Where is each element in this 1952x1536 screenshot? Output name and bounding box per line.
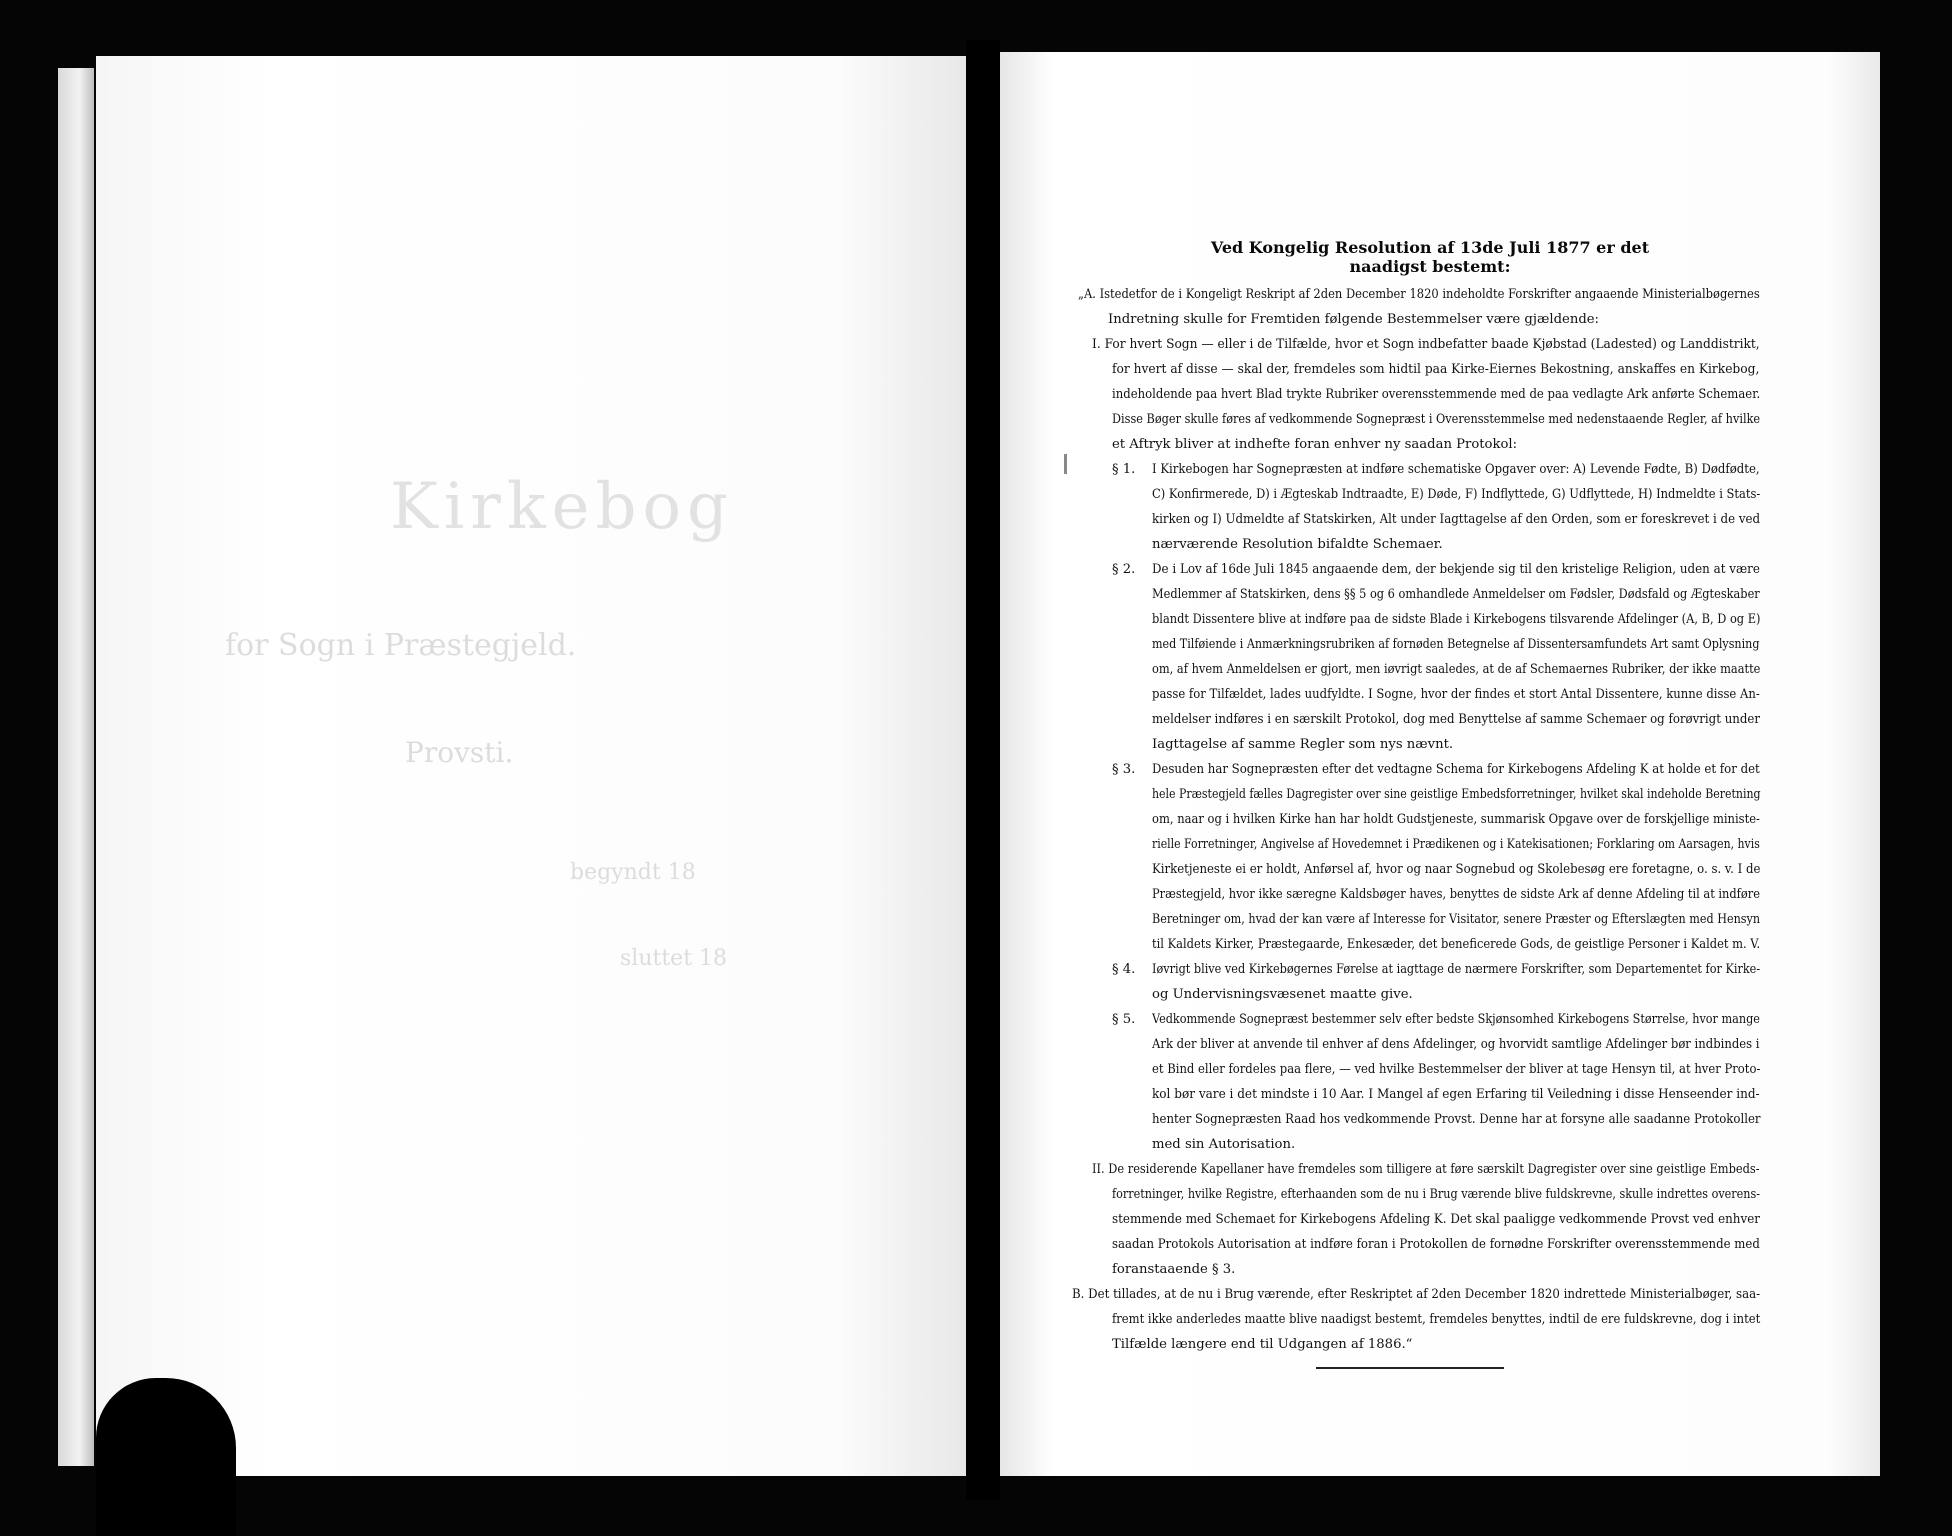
text-line: B. Det tillades, at de nu i Brug værende, efter Reskriptet af 2den December 1820 indrettede Ministerialbøger, saa- [1072,1287,1761,1302]
text-line: Medlemmer af Statskirken, dens §§ 5 og 6 omhandlede Anmeldelser om Fødsler, Dødsfald og Ægteskaber [1152,587,1760,602]
text-line: Indretning skulle for Fremtiden følgende Bestemmelser være gjældende: [1108,312,1600,327]
text-line: rielle Forretninger, Angivelse af Hovedemnet i Prædikenen og i Katekisationen; Forklaring om Aarsagen, hvis [1152,837,1760,852]
text-line: foranstaaende § 3. [1112,1262,1236,1277]
text-line: kol bør vare i det mindste i 10 Aar. I Mangel af egen Erfaring til Veiledning i disse Henseender ind- [1152,1087,1760,1102]
ghost-title: Kirkebog [390,470,734,544]
text-line: Disse Bøger skulle føres af vedkommende Sognepræst i Overensstemmelse med nedenstaaende Regler, af hvilke [1112,412,1761,427]
text-line: „A. Istedetfor de i Kongeligt Reskript af 2den December 1820 indeholdte Forskrifter angaaende Ministerialbøgernes [1078,287,1760,302]
ghost-line-parish: for Sogn i Præstegjeld. [225,628,577,663]
text-line: Ark der bliver at anvende til enhver af dens Afdelinger, og hvorvidt samtlige Afdelinger bør indbindes i [1152,1037,1760,1052]
text-line: Tilfælde længere end til Udgangen af 1886.“ [1112,1337,1413,1352]
text-line: I Kirkebogen har Sognepræsten at indføre schematiske Opgaver over: A) Levende Fødte, B) Dødfødte, [1152,462,1760,477]
closing-rule [1316,1367,1504,1369]
ghost-line-begun: begyndt 18 [570,860,696,885]
text-line: saadan Protokols Autorisation at indføre foran i Protokollen de fornødne Forskrifter overensstemmende med [1112,1237,1760,1252]
text-line: et Aftryk bliver at indhefte foran enhver ny saadan Protokol: [1112,437,1518,452]
text-line: meldelser indføres i en særskilt Protokol, dog med Benyttelse af samme Schemaer og forøvrigt under [1152,712,1761,727]
section-number: § 4. [1112,962,1136,977]
text-line: for hvert af disse — skal der, fremdeles som hidtil paa Kirke-Eiernes Bekostning, anskaffes en Kirkebog, [1112,362,1760,377]
text-line: stemmende med Schemaet for Kirkebogens Afdeling K. Det skal paaligge vedkommende Provst ved enhver [1112,1212,1760,1227]
text-line: C) Konfirmerede, D) i Ægteskab Indtraadte, E) Døde, F) Indflyttede, G) Udflyttede, H) Indmeldte i Stats- [1152,487,1761,502]
text-line: med sin Autorisation. [1152,1137,1296,1152]
text-line: Desuden har Sognepræsten efter det vedtagne Schema for Kirkebogens Afdeling K at holde et for det [1152,762,1760,777]
text-line: Beretninger om, hvad der kan være af Interesse for Visitator, senere Præster og Efterslægten med Hensyn [1152,912,1761,927]
section-number: § 2. [1112,562,1136,577]
text-line: hele Præstegjeld fælles Dagregister over sine geistlige Embedsforretninger, hvilket skal indeholde Beretning [1152,787,1761,802]
text-line: Iagttagelse af samme Regler som nys nævnt. [1152,737,1454,752]
text-line: II. De residerende Kapellaner have fremdeles som tilligere at føre særskilt Dagregister over sine geistlige Embeds- [1092,1162,1760,1177]
resolution-heading: Ved Kongelig Resolution af 13de Juli 1877 er det naadigst bestemt: [1210,238,1650,276]
text-line: om, af hvem Anmeldelsen er gjort, men iøvrigt saaledes, at de af Schemaernes Rubriker, der ikke maatte [1152,662,1761,677]
text-line: kirken og I) Udmeldte af Statskirken, Alt under Iagttagelse af den Orden, som er foreskrevet i de ved [1152,512,1761,527]
text-line: Iøvrigt blive ved Kirkebøgernes Førelse at iagttage de nærmere Forskrifter, som Departementet for Kirke- [1152,962,1761,977]
text-line: henter Sognepræsten Raad hos vedkommende Provst. Denne har at forsyne alle saadanne Protokoller [1152,1112,1761,1127]
text-line: fremt ikke anderledes maatte blive naadigst bestemt, fremdeles benyttes, indtil de ere fuldskrevne, dog i intet [1112,1312,1761,1327]
left-page [96,56,966,1476]
text-line: til Kaldets Kirker, Præstegaarde, Enkesæder, det beneficerede Gods, de geistlige Personer i Kaldet m. V. [1152,937,1761,952]
thumb-shadow [96,1378,236,1536]
text-line: I. For hvert Sogn — eller i de Tilfælde, hvor et Sogn indbefatter baade Kjøbstad (Ladested) og Landdistrikt, [1092,337,1760,352]
text-line: De i Lov af 16de Juli 1845 angaaende dem, der bekjende sig til den kristelige Religion, uden at være [1152,562,1760,577]
text-line: og Undervisningsvæsenet maatte give. [1152,987,1413,1002]
ghost-line-ended: sluttet 18 [620,946,728,971]
ghost-line-deanery: Provsti. [405,736,514,769]
text-line: passe for Tilfældet, lades uudfyldte. I Sogne, hvor der findes et stort Antal Dissentere, kunne disse An- [1152,687,1760,702]
text-line: et Bind eller fordeles paa flere, — ved hvilke Bestemmelser der bliver at tage Hensyn til, at hver Proto- [1152,1062,1761,1077]
page-edge-strip [58,68,94,1466]
text-line: forretninger, hvilke Registre, efterhaanden som de nu i Brug værende blive fuldskrevne, skulle indrettes overens- [1112,1187,1761,1202]
text-line: Præstegjeld, hvor ikke særegne Kaldsbøger haves, benyttes de sidste Ark af denne Afdeling til at indføre [1152,887,1760,902]
text-line: indeholdende paa hvert Blad trykte Rubriker overensstemmende med de paa vedlagte Ark anførte Schemaer. [1112,387,1761,402]
book-gutter [966,40,1000,1500]
section-number: § 5. [1112,1012,1136,1027]
text-line: nærværende Resolution bifaldte Schemaer. [1152,537,1443,552]
section-number: § 3. [1112,762,1136,777]
text-line: med Tilføiende i Anmærkningsrubriken af fornøden Betegnelse af Dissentersamfundets Art samt Oplysning [1152,637,1760,652]
text-line: om, naar og i hvilken Kirke han har holdt Gudstjeneste, summarisk Opgave over de forskjellige ministe- [1152,812,1760,827]
section-number: § 1. [1112,462,1136,477]
ink-mark [1064,454,1067,474]
text-line: Vedkommende Sognepræst bestemmer selv efter bedste Skjønsomhed Kirkebogens Størrelse, hvor mange [1152,1012,1760,1027]
text-line: blandt Dissentere blive at indføre paa de sidste Blade i Kirkebogens tilsvarende Afdelinger (A, B, D og E) [1152,612,1761,627]
text-line: Kirketjeneste ei er holdt, Anførsel af, hvor og naar Sognebud og Skolebesøg ere foretagne, o. s. v. I de [1152,862,1761,877]
